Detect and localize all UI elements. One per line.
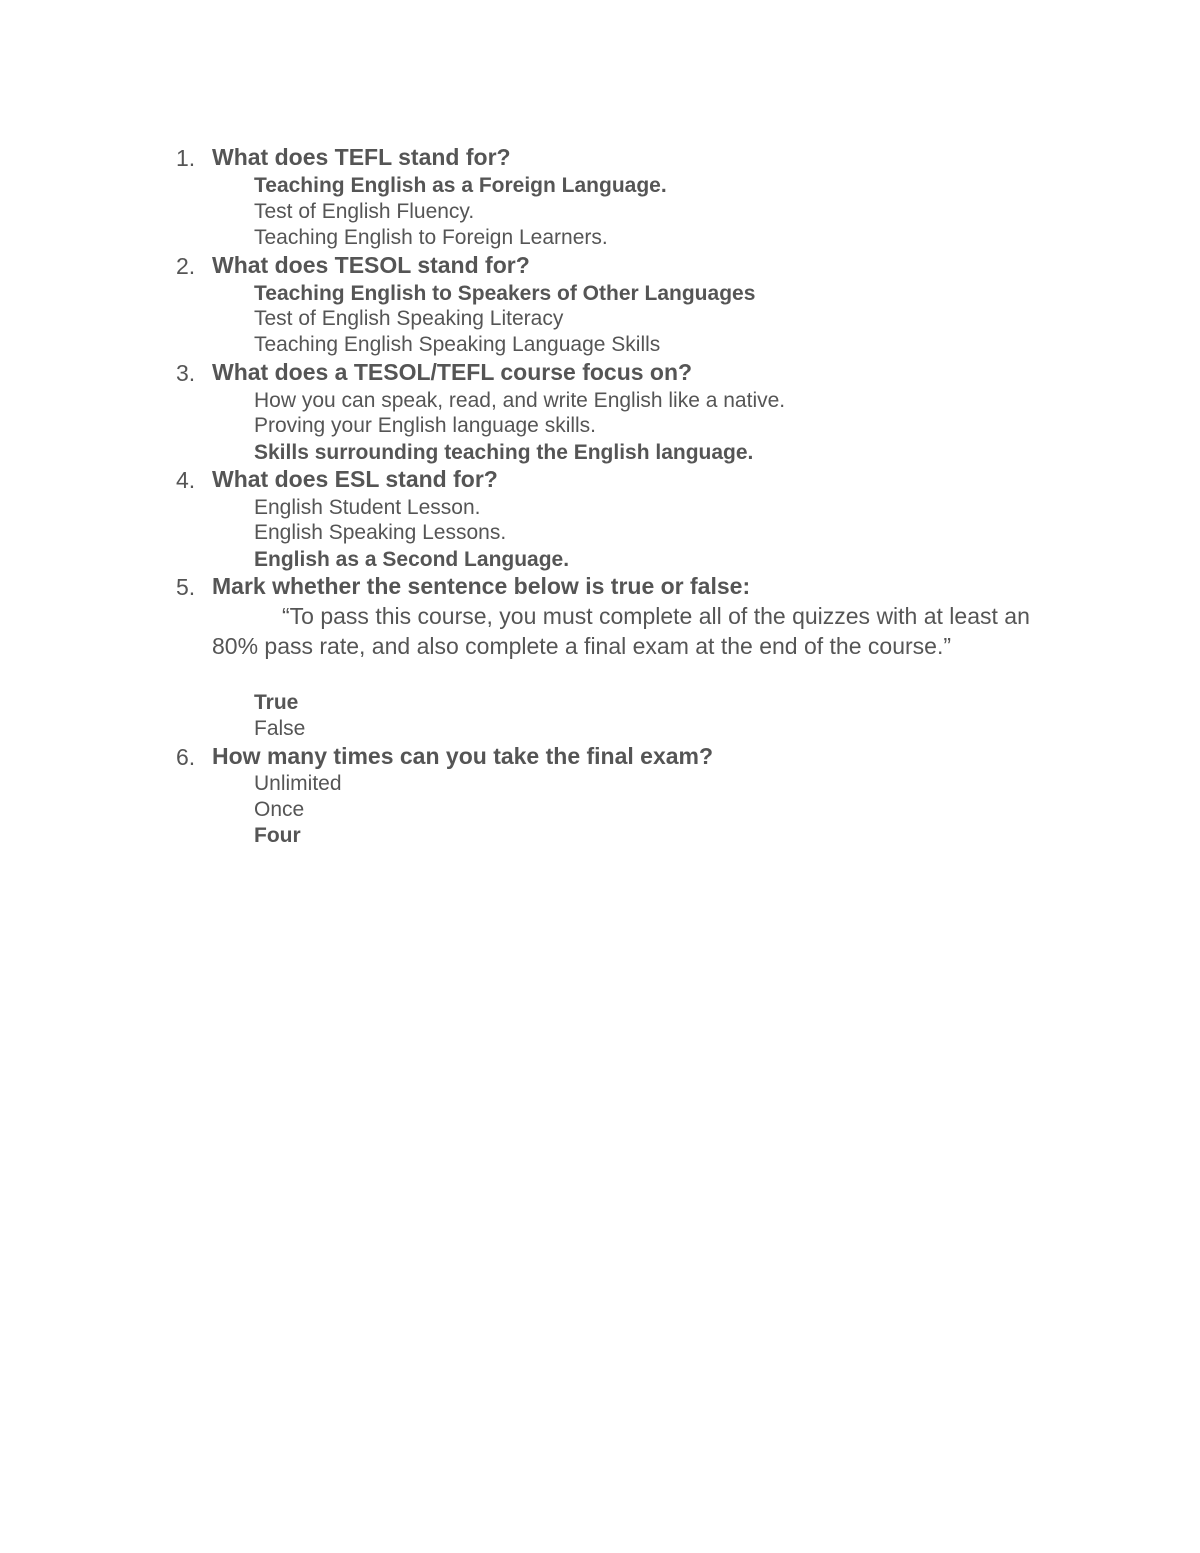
answer: Test of English Speaking Literacy xyxy=(254,307,564,330)
answer: Test of English Fluency. xyxy=(254,200,475,223)
answer: Teaching English Speaking Language Skills xyxy=(254,333,661,356)
question-text: What does a TESOL/TEFL course focus on? xyxy=(212,359,693,385)
answer: Teaching English to Foreign Learners. xyxy=(254,226,608,249)
answer: English Student Lesson. xyxy=(254,496,481,519)
answer-correct: Four xyxy=(254,824,301,847)
question-number: 4. xyxy=(176,467,196,493)
answer-correct: Teaching English as a Foreign Language. xyxy=(254,174,667,197)
question-number: 2. xyxy=(176,253,196,279)
answer: False xyxy=(254,717,306,740)
question-number: 5. xyxy=(176,574,196,600)
question-text: What does TESOL stand for? xyxy=(212,252,530,278)
answer: English Speaking Lessons. xyxy=(254,521,507,544)
question-text: What does ESL stand for? xyxy=(212,466,498,492)
question-number: 6. xyxy=(176,744,196,770)
question-text: Mark whether the sentence below is true or false: xyxy=(212,573,751,599)
answer-correct: Teaching English to Speakers of Other Languages xyxy=(254,282,756,305)
question-text: What does TEFL stand for? xyxy=(212,144,511,170)
answer-correct: Skills surrounding teaching the English language. xyxy=(254,441,754,464)
answer-correct: English as a Second Language. xyxy=(254,548,570,571)
question-text: How many times can you take the final exam? xyxy=(212,743,714,769)
question-number: 1. xyxy=(176,145,196,171)
answer: Proving your English language skills. xyxy=(254,414,597,437)
answer-correct: True xyxy=(254,691,299,714)
question-number: 3. xyxy=(176,360,196,386)
answer: Once xyxy=(254,798,305,821)
answer: Unlimited xyxy=(254,772,342,795)
statement-quote: “To pass this course, you must complete all of the quizzes with at least an 80% pass rate, and also complete a final exam at the end of the course.” xyxy=(212,603,1030,659)
answer: How you can speak, read, and write English like a native. xyxy=(254,389,786,412)
